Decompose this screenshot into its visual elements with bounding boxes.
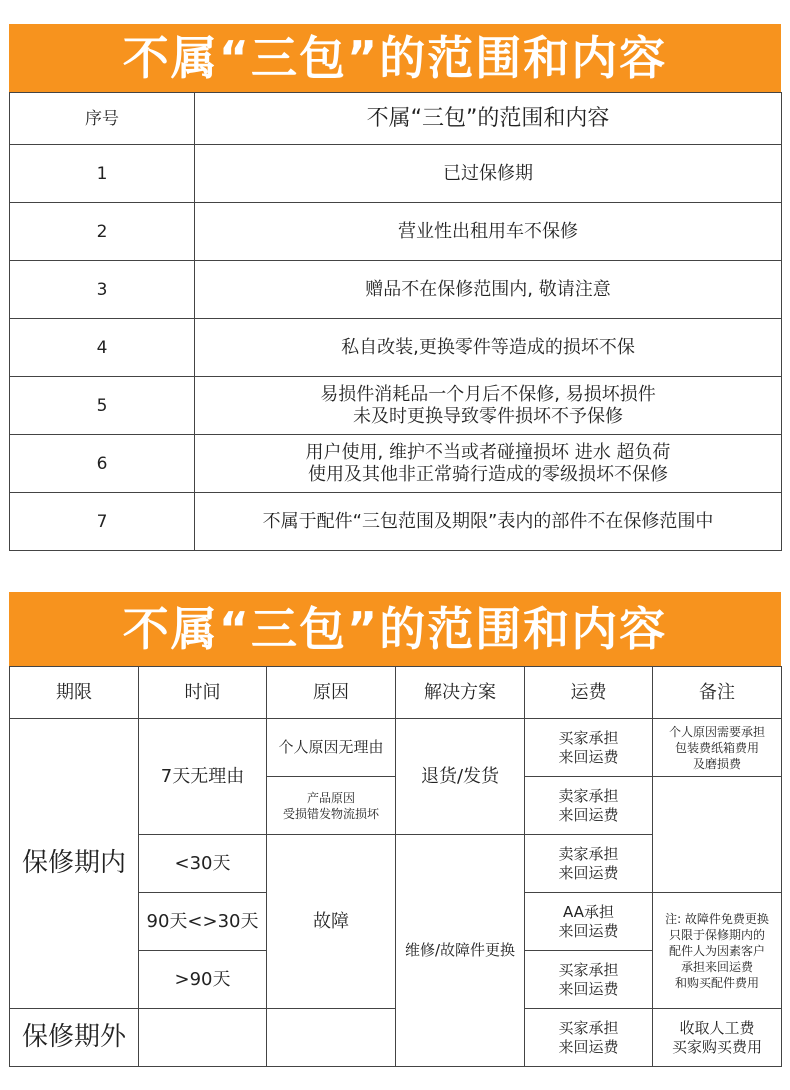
row-content: 私自改装,更换零件等造成的损坏不保 xyxy=(195,319,782,377)
section-banner-2: 不属“三包”的范围和内容 xyxy=(9,592,781,666)
time-30-to-90-days: 90天<>30天 xyxy=(139,893,267,951)
header-notes: 备注 xyxy=(653,667,782,719)
shipping-cell: AA承担 来回运费 xyxy=(525,893,653,951)
row-content: 不属于配件“三包范围及期限”表内的部件不在保修范围中 xyxy=(195,493,782,551)
table-header-row xyxy=(10,667,782,719)
row-content: 用户使用, 维护不当或者碰撞损坏 进水 超负荷 使用及其他非正常骑行造成的零级损坏不保修 xyxy=(195,435,782,493)
row-content: 易损件消耗品一个月后不保修, 易损坏损件 未及时更换导致零件损坏不予保修 xyxy=(195,377,782,435)
reason-personal: 个人原因无理由 xyxy=(267,719,396,777)
time-7-days: 7天无理由 xyxy=(139,719,267,835)
shipping-cell: 买家承担 来回运费 xyxy=(525,951,653,1009)
period-in-warranty: 保修期内 xyxy=(10,719,139,1009)
reason-fault: 故障 xyxy=(267,835,396,1009)
header-shipping: 运费 xyxy=(525,667,653,719)
table-row xyxy=(10,319,782,377)
header-period: 期限 xyxy=(10,667,139,719)
row-content: 营业性出租用车不保修 xyxy=(195,203,782,261)
table-row xyxy=(10,377,782,435)
time-under-30-days: <30天 xyxy=(139,835,267,893)
header-time: 时间 xyxy=(139,667,267,719)
row-content: 赠品不在保修范围内, 敬请注意 xyxy=(195,261,782,319)
shipping-cell: 买家承担 来回运费 xyxy=(525,719,653,777)
reason-empty xyxy=(267,1009,396,1067)
shipping-cell: 买家承担 来回运费 xyxy=(525,1009,653,1067)
table-row xyxy=(10,145,782,203)
note-out: 收取人工费 买家购买费用 xyxy=(653,1009,782,1067)
time-empty xyxy=(139,1009,267,1067)
row-index: 1 xyxy=(10,145,195,203)
header-index: 序号 xyxy=(10,93,195,145)
solution-repair: 维修/故障件更换 xyxy=(396,835,525,1067)
shipping-cell: 卖家承担 来回运费 xyxy=(525,777,653,835)
warranty-policy-table xyxy=(9,666,782,1067)
shipping-cell: 卖家承担 来回运费 xyxy=(525,835,653,893)
row-index: 4 xyxy=(10,319,195,377)
solution-return: 退货/发货 xyxy=(396,719,525,835)
row-index: 7 xyxy=(10,493,195,551)
row-index: 3 xyxy=(10,261,195,319)
row-index: 2 xyxy=(10,203,195,261)
table-header-row xyxy=(10,93,782,145)
note-empty xyxy=(653,777,782,893)
period-out-of-warranty: 保修期外 xyxy=(10,1009,139,1067)
table-row xyxy=(10,719,782,777)
table-row xyxy=(10,435,782,493)
time-over-90-days: >90天 xyxy=(139,951,267,1009)
section-banner-1: 不属“三包”的范围和内容 xyxy=(9,24,781,92)
note-personal: 个人原因需要承担 包装费纸箱费用 及磨损费 xyxy=(653,719,782,777)
note-fault: 注: 故障件免费更换 只限于保修期内的 配件人为因素客户 承担来回运费 和购买配件费用 xyxy=(653,893,782,1009)
header-reason: 原因 xyxy=(267,667,396,719)
row-index: 6 xyxy=(10,435,195,493)
reason-product: 产品原因 受损错发物流损坏 xyxy=(267,777,396,835)
table-row xyxy=(10,261,782,319)
header-content: 不属“三包”的范围和内容 xyxy=(195,93,782,145)
exclusion-table xyxy=(9,92,782,551)
table-row xyxy=(10,203,782,261)
header-solution: 解决方案 xyxy=(396,667,525,719)
row-index: 5 xyxy=(10,377,195,435)
row-content: 已过保修期 xyxy=(195,145,782,203)
table-row xyxy=(10,493,782,551)
